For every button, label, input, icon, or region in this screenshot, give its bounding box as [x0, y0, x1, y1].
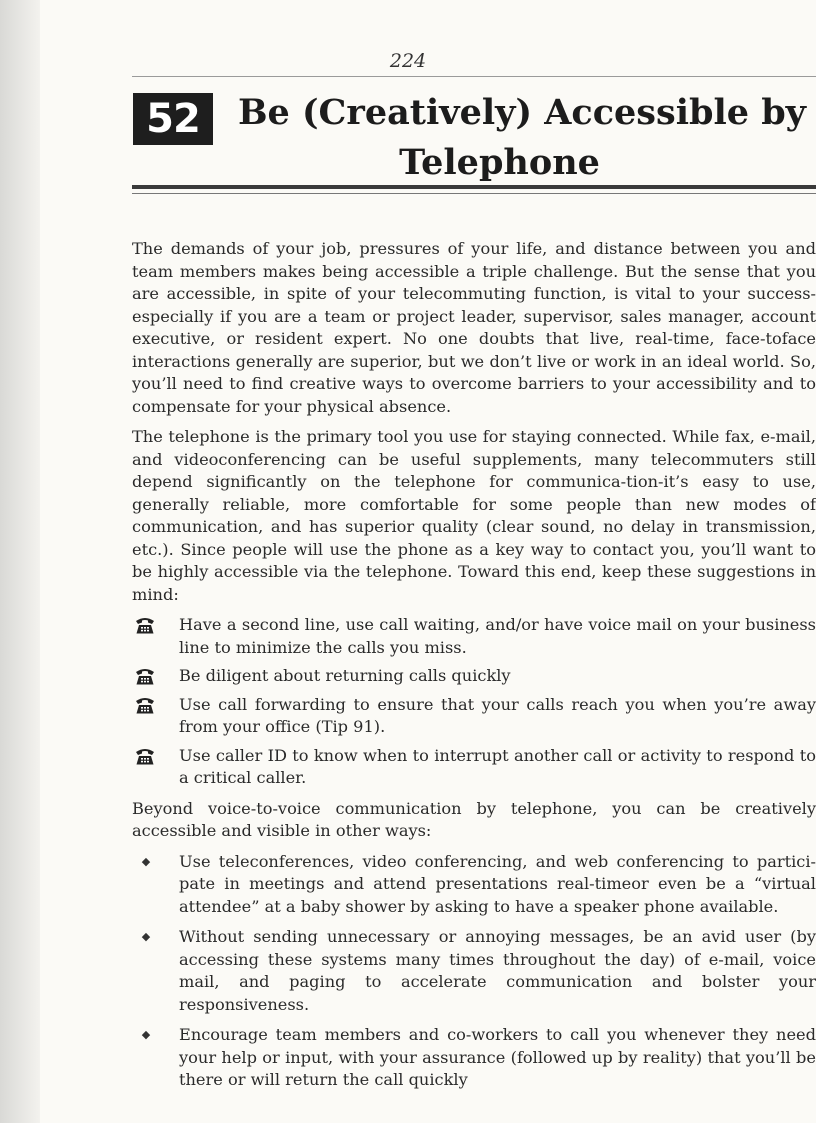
list-item — [132, 665, 816, 688]
paragraph-3: Beyond voice-to-voice communication by telephone, you can be creatively accessible and visible in other ways: — [132, 798, 816, 840]
list-item — [132, 745, 816, 790]
telephone-icon — [134, 665, 158, 687]
diamond-bullet-icon: ◆ — [141, 1028, 151, 1041]
diamond-bullet-icon: ◆ — [141, 930, 151, 943]
tip-title — [228, 88, 816, 188]
phone-tip-text: Use caller ID to know when to interrupt another call or activity to respond to a critical caller. — [179, 745, 816, 787]
list-item — [132, 926, 816, 1016]
phone-tips-list — [132, 614, 816, 790]
bullet-tip-text: Use teleconferences, video conferencing, and web conferencing to partici-pate in meetings and attend presentations real-timeor even be a “virtual attendee” at a baby shower by asking to have a speaker phone available. — [179, 851, 816, 916]
header-rule — [132, 76, 816, 77]
title-rule-thin — [132, 193, 816, 194]
list-item — [132, 614, 816, 659]
paragraph-2: The telephone is the primary tool you use for staying connected. While fax, e-mail, and videoconferencing can be useful supplements, many telecommuters still depend significantly on the telephone for communica-tion-it’s easy to use, generally reliable, more comfortable for some people than new modes of communication, and has superior quality (clear sound, no delay in transmission, etc.). Since people will use the phone as a key way to contact you, you’ll want to be highly accessible via the telephone. Toward this end, keep these suggestions in mind: — [132, 427, 816, 604]
tip-title-line-1: Be (Creatively) Accessible by — [237, 92, 807, 133]
list-item — [132, 851, 816, 919]
body-text — [132, 238, 816, 1100]
page-number: 224 — [389, 50, 427, 72]
list-item — [132, 694, 816, 739]
diamond-bullet-icon: ◆ — [141, 854, 151, 868]
telephone-icon — [134, 694, 158, 716]
telephone-icon — [134, 614, 158, 636]
title-rule-thick — [132, 185, 816, 189]
page-gutter-shadow — [0, 0, 40, 1123]
bullet-tips-list — [132, 851, 816, 1092]
phone-tip-text: Have a second line, use call waiting, and/or have voice mail on your business line to minimize the calls you miss. — [179, 615, 816, 657]
phone-tip-text: Be diligent about returning calls quickly — [179, 666, 511, 685]
list-item — [132, 1024, 816, 1092]
tip-number-badge: 52 — [133, 93, 213, 145]
phone-tip-text: Use call forwarding to ensure that your calls reach you when you’re away from your office (Tip 91). — [179, 694, 816, 736]
bullet-tip-text: Encourage team members and co-workers to call you whenever they need your help or input, with your assurance (followed up by reality) that you’ll be there or will return the call quickly — [179, 1025, 816, 1089]
bullet-tip-text: Without sending unnecessary or annoying messages, be an avid user (by accessing these systems many times throughout the day) of e-mail, voice mail, and paging to accelerate communication and bolster your responsiveness. — [179, 927, 816, 1014]
paragraph-1: The demands of your job, pressures of your life, and distance between you and team members makes being accessible a triple challenge. But the sense that you are accessible, in spite of your telecommuting function, is vital to your success-especially if you are a team or project leader, supervisor, sales manager, account executive, or resident expert. No one doubts that live, real-time, face-toface interactions generally are superior, but we don’t live or work in an ideal world. So, you’ll need to find creative ways to overcome barriers to your accessibility and to compensate for your physical absence. — [132, 239, 816, 416]
tip-title-line-2: Telephone — [399, 142, 600, 183]
telephone-icon — [134, 745, 158, 767]
